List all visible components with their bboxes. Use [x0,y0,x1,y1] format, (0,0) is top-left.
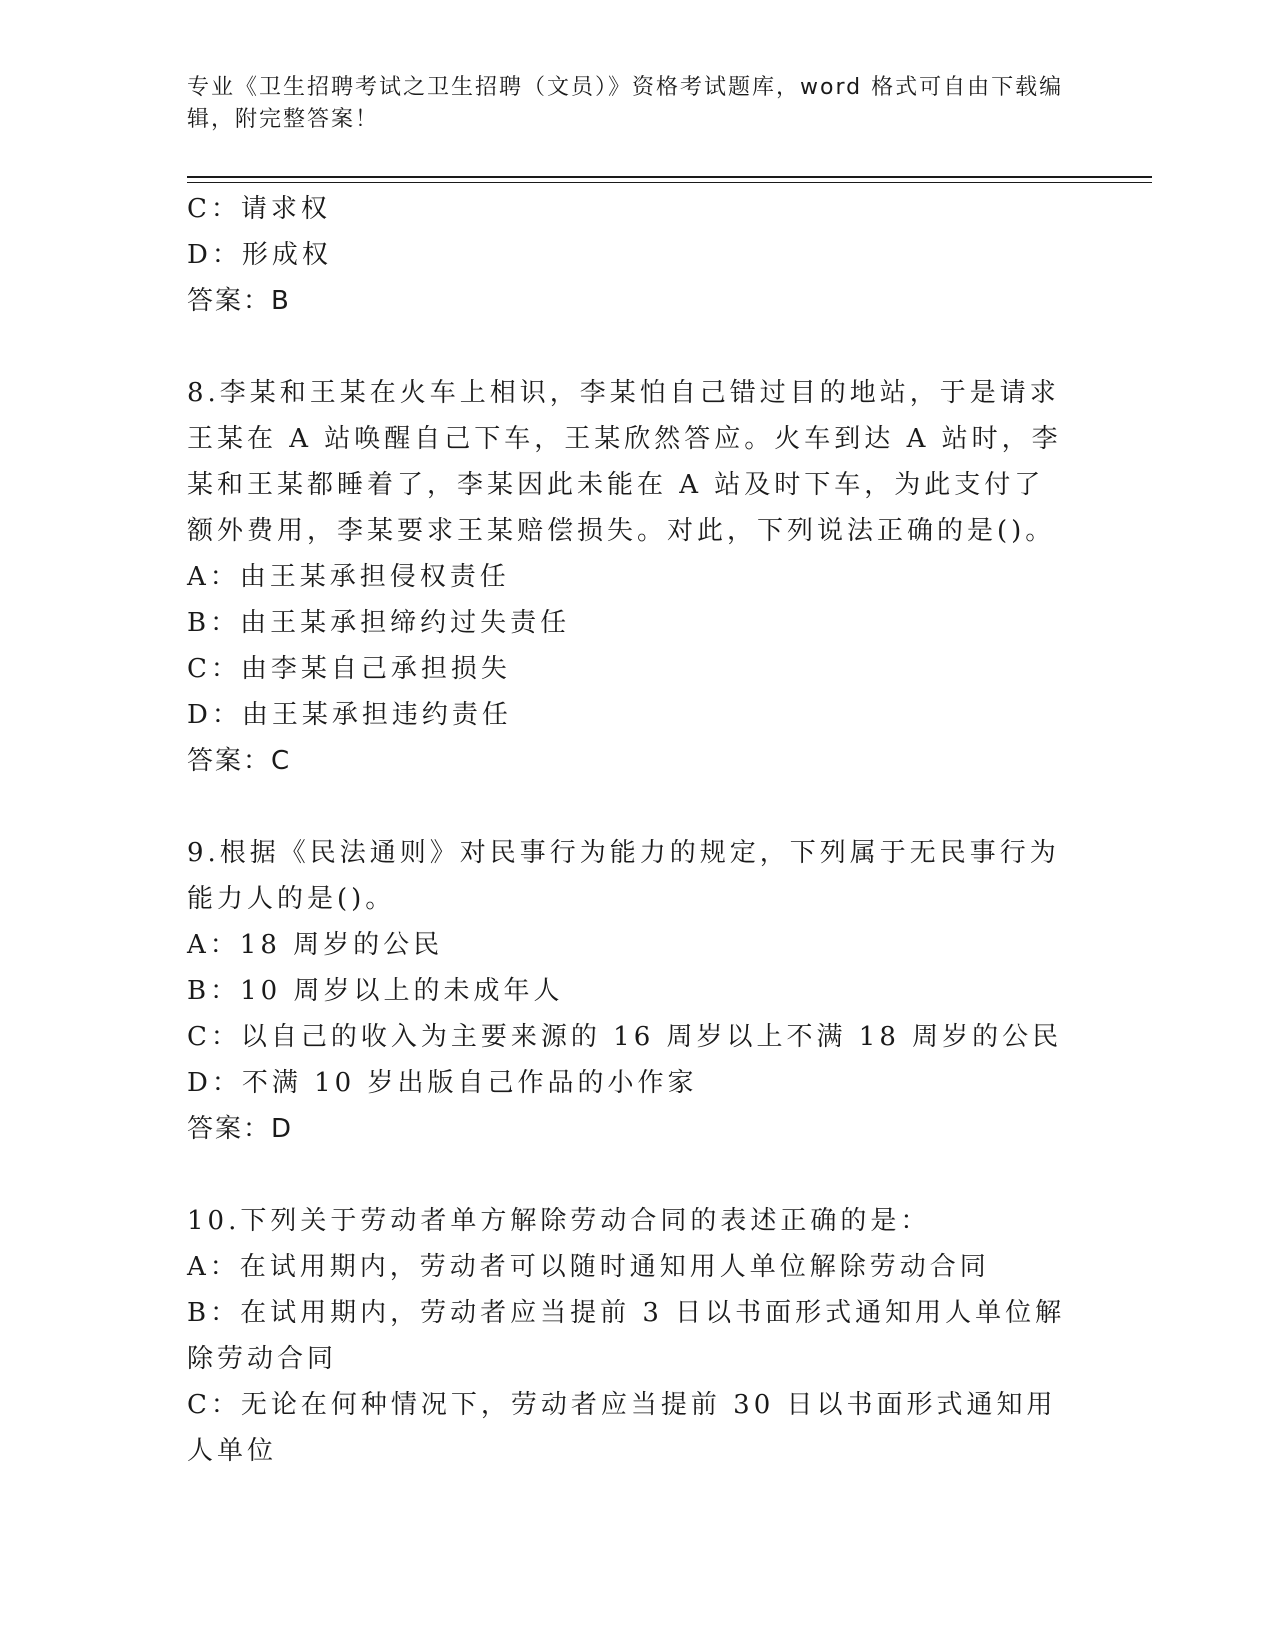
option-d: D：由王某承担违约责任 [187,700,512,730]
option-c: C：由李某自己承担损失 [187,654,511,684]
answer-line: 答案：C [187,746,292,776]
option-c: C：无论在何种情况下，劳动者应当提前 30 日以书面形式通知用人单位 [187,1390,1057,1466]
option-b: B：由王某承担缔约过失责任 [187,608,571,638]
spacer [187,784,1067,830]
question-stem: 10.下列关于劳动者单方解除劳动合同的表述正确的是： [187,1206,931,1236]
option-a: A：18 周岁的公民 [187,930,444,960]
option-c: C：请求权 [187,194,331,224]
header-divider-thick [187,176,1152,178]
option-d: D：不满 10 岁出版自己作品的小作家 [187,1068,698,1098]
page-header: 专业《卫生招聘考试之卫生招聘（文员）》资格考试题库，word 格式可自由下载编辑，附完整答案！ [187,75,1064,132]
answer-line: 答案：D [187,1114,294,1144]
question-9 [187,830,1067,1152]
document-body [187,186,1067,1474]
spacer [187,1152,1067,1198]
option-b: B：10 周岁以上的未成年人 [187,976,564,1006]
option-a: A：由王某承担侵权责任 [187,562,510,592]
question-stem: 8.李某和王某在火车上相识，李某怕自己错过目的地站，于是请求王某在 A 站唤醒自己下车，王某欣然答应。火车到达 A 站时，李某和王某都睡着了，李某因此未能在 A 站及时下车，为此支付了额外费用，李某要求王某赔偿损失。对此，下列说法正确的是()。 [187,378,1062,546]
question-8 [187,370,1067,784]
option-a: A：在试用期内，劳动者可以随时通知用人单位解除劳动合同 [187,1252,990,1282]
question-stem: 9.根据《民法通则》对民事行为能力的规定，下列属于无民事行为能力人的是()。 [187,838,1060,914]
prev-question-block [187,186,1067,324]
question-10 [187,1198,1067,1474]
option-b: B：在试用期内，劳动者应当提前 3 日以书面形式通知用人单位解除劳动合同 [187,1298,1066,1374]
header-divider-thin [187,182,1152,183]
option-c: C：以自己的收入为主要来源的 16 周岁以上不满 18 周岁的公民 [187,1022,1063,1052]
answer-line: 答案：B [187,286,291,316]
spacer [187,324,1067,370]
option-d: D：形成权 [187,240,332,270]
